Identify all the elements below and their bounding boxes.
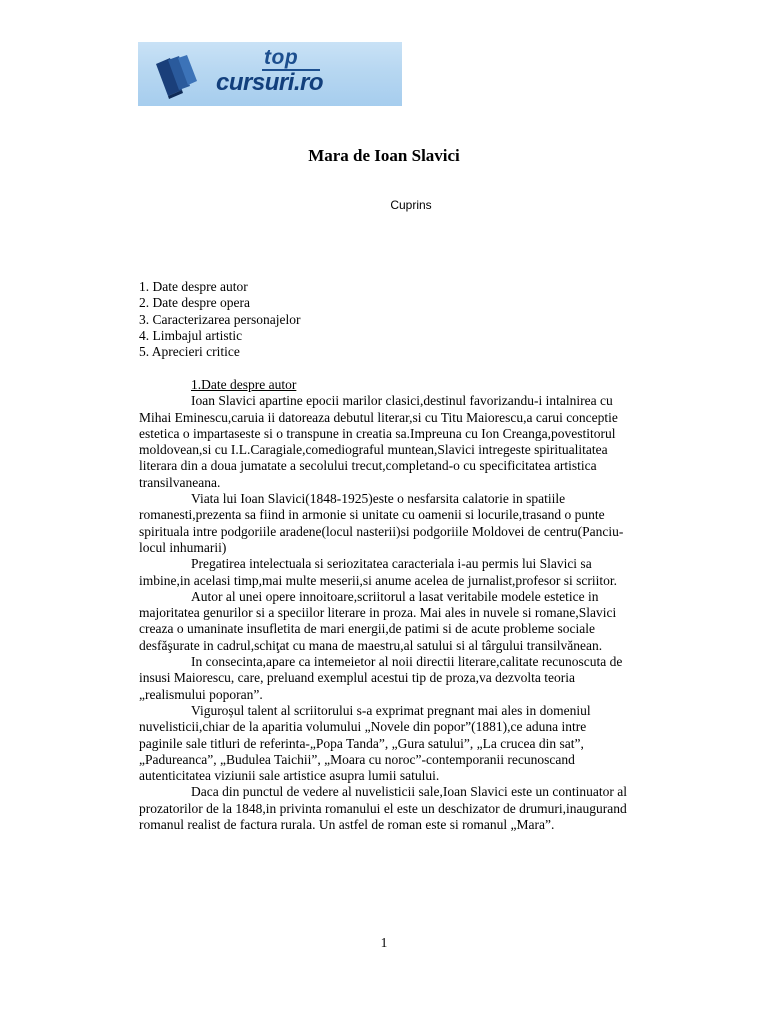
logo-top-text: top [264, 46, 299, 69]
logo-name-text: cursuri.ro [216, 69, 324, 96]
toc-item: 3. Caracterizarea personajelor [139, 311, 301, 327]
body-paragraph: Daca din punctul de vedere al nuvelisticii sale,Ioan Slavici este un continuator al prozatorilor de la 1848,in privinta romanului el este un deschizator de drumuri,inaugurand romanul realist de factura rurala. Un astfel de roman este si romanul „Mara”. [139, 784, 627, 833]
body-paragraph: Pregatirea intelectuala si seriozitatea caracteriala i-au permis lui Slavici sa imbine,in acelasi timp,mai multe meserii,si anume acelea de jurnalist,profesor si scriitor. [139, 556, 617, 588]
toc-item: 5. Aprecieri critice [139, 344, 240, 360]
toc-item: 1. Date despre autor [139, 279, 248, 294]
toc-item: 4. Limbajul artistic [139, 327, 243, 343]
body-paragraph: Autor al unei opere innoitoare,scriitorul a lasat veritabile modele estetice in majoritatea genurilor si a speciilor literare in proza. Mai ales in nuvele si romane,Slavici creaza o umaninate insufletita de mari energii,de patimi si de acute probleme sociale desfăşurate in cadrul,schiţat cu mana de maestru,al satului si al târgului transilvănean. [139, 588, 617, 653]
table-of-contents [139, 279, 301, 360]
body-paragraph: Viata lui Ioan Slavici(1848-1925)este o nesfarsita calatorie in spatiile romanesti,prezenta sa fiind in armonie si unitate cu oamenii si locurile,trasand o punte spirituala intre podgoriile aradene(locul nasterii)si podgoriile Moldovei de centru(Panciu-locul inhumarii) [139, 491, 624, 555]
body-paragraph: Viguroșul talent al scriitorului s-a exprimat pregnant mai ales in domeniul nuvelisticii,chiar de la aparitia volumului „Novele din popor”(1881),ce aduna intre paginile sale titluri de referinta-„Popa Tanda”, „Gura satului”, „La crucea din sat”, „Padureanca”, „Budulea Taichii”, „Moara cu noroc”-contemporanii recunoscand autenticitatea viziunii sale artistice asupra lumii satului. [139, 702, 591, 784]
body-paragraph: Ioan Slavici apartine epocii marilor clasici,destinul favorizandu-i intalnirea cu Mihai Eminescu,caruia ii datoreaza debutul literar,si cu Titu Maiorescu,a carui conceptie estetica o impartaseste si o transpune in creatia sa.Impreuna cu Ion Creanga,povestitorul moldovean,si cu I.L.Caragiale,comediograful muntean,Slavici intregeste spiritualitatea literara din a doua jumatate a secolului trecut,completand-o cu specificitatea artistica transilvaneana. [139, 393, 618, 490]
book-stack-icon [152, 50, 202, 100]
body-paragraph: In consecinta,apare ca intemeietor al noii directii literare,calitate recunoscuta de insusi Maiorescu, care, preluand exemplul acestui tip de proza,va dezvolta teoria „realismului poporan”. [139, 654, 623, 702]
document-title: Mara de Ioan Slavici [308, 146, 460, 165]
site-logo[interactable] [138, 42, 402, 106]
toc-item: 2. Date despre opera [139, 295, 250, 311]
document-body [139, 377, 629, 833]
toc-heading: Cuprins [390, 198, 432, 212]
section-heading: 1.Date despre autor [191, 377, 297, 392]
page-number: 1 [380, 935, 388, 950]
